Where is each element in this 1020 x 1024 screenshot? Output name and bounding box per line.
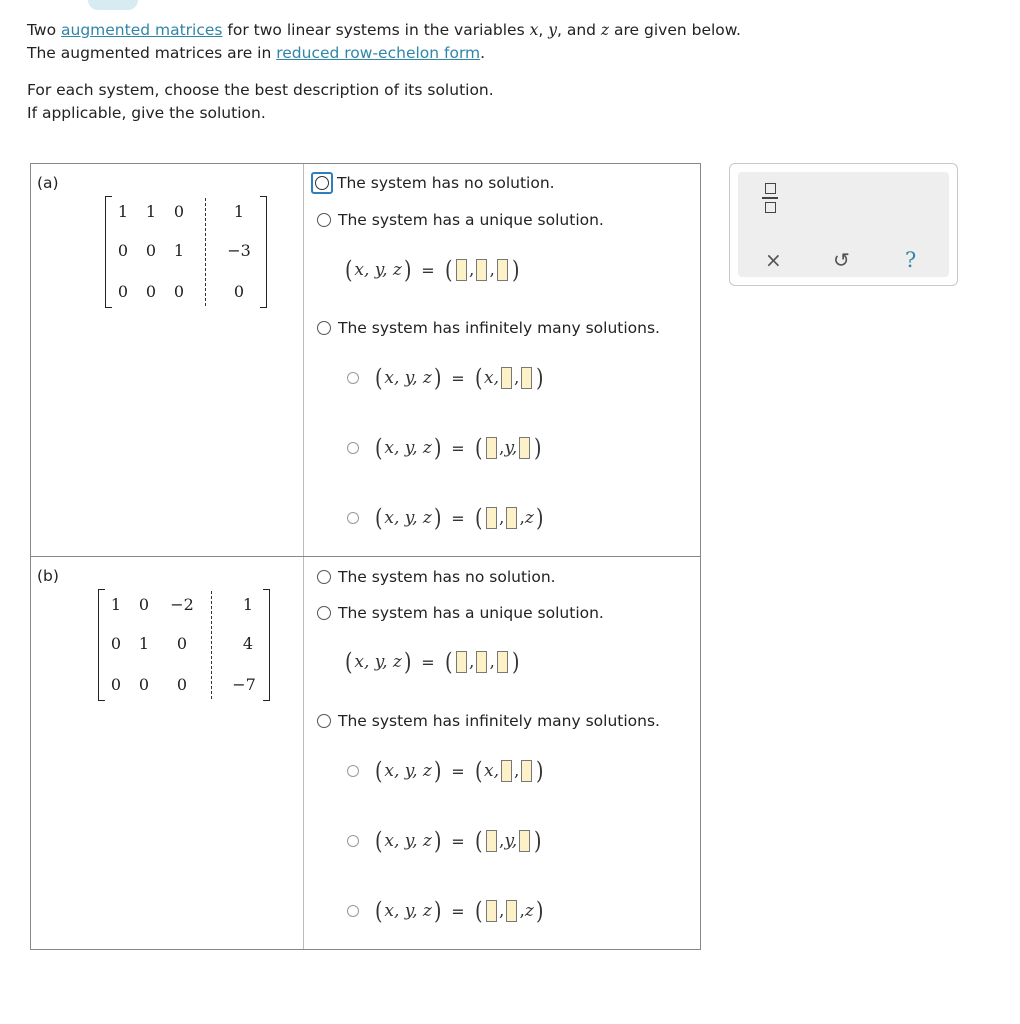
answer-box[interactable] — [501, 367, 512, 389]
part-a-unique-formula: ( x, y, z ) = ( , , ) — [344, 256, 520, 284]
matrix-cell: −7 — [232, 675, 256, 694]
radio-icon[interactable] — [317, 213, 331, 227]
part-a-matrix-cell — [31, 164, 304, 556]
answer-box[interactable] — [476, 651, 487, 673]
radio-icon[interactable] — [311, 172, 333, 194]
intro-line-1: Two augmented matrices for two linear systems in the variables x, y, and z are given below. — [27, 21, 741, 39]
matrix-cell: −3 — [227, 241, 251, 260]
matrix-cell: 0 — [110, 634, 122, 653]
intro-line-4: If applicable, give the solution. — [27, 104, 266, 122]
matrix-cell: 1 — [145, 202, 157, 221]
answer-box[interactable] — [506, 507, 517, 529]
part-b-unique-formula: ( x, y, z ) = ( , , ) — [344, 648, 520, 676]
part-b-label: (b) — [37, 567, 59, 585]
part-a-augmented-matrix — [105, 196, 267, 308]
matrix-cell: 1 — [233, 202, 245, 221]
matrix-cell: 0 — [173, 202, 185, 221]
matrix-cell: 0 — [138, 595, 150, 614]
part-b-option-no-solution[interactable]: The system has no solution. — [317, 568, 556, 586]
matrix-cell: 0 — [145, 282, 157, 301]
intro-line-3: For each system, choose the best description of its solution. — [27, 81, 494, 99]
part-a-option-no-solution[interactable]: The system has no solution. — [315, 172, 555, 194]
part-b-augmented-matrix — [98, 589, 270, 701]
answer-box[interactable] — [521, 367, 532, 389]
answer-box[interactable] — [501, 760, 512, 782]
radio-icon[interactable] — [317, 714, 331, 728]
part-a-option-infinite[interactable]: The system has infinitely many solutions. — [317, 319, 660, 337]
answer-box[interactable] — [497, 651, 508, 673]
radio-icon[interactable] — [347, 835, 359, 847]
matrix-cell: 0 — [110, 675, 122, 694]
part-a-infinite-formula-x[interactable]: ( x, y, z ) = ( x, , ) — [347, 366, 546, 390]
matrix-cell: 4 — [242, 634, 254, 653]
radio-icon[interactable] — [317, 570, 331, 584]
instructions — [27, 19, 741, 125]
answer-box[interactable] — [506, 900, 517, 922]
part-a-infinite-formula-z[interactable]: ( x, y, z ) = ( , , z ) — [347, 506, 545, 530]
reduced-row-echelon-link[interactable]: reduced row-echelon form — [276, 44, 481, 62]
matrix-cell: 0 — [176, 675, 188, 694]
part-b-infinite-formula-z[interactable]: ( x, y, z ) = ( , , z ) — [347, 899, 545, 923]
matrix-cell: 0 — [233, 282, 245, 301]
radio-icon[interactable] — [347, 372, 359, 384]
matrix-cell: −2 — [170, 595, 194, 614]
part-a-infinite-formula-y[interactable]: ( x, y, z ) = ( , y, ) — [347, 436, 544, 460]
matrix-cell: 0 — [138, 675, 150, 694]
math-tool-inner — [738, 172, 949, 277]
answer-box[interactable] — [519, 437, 530, 459]
answer-box[interactable] — [497, 259, 508, 281]
matrix-cell: 0 — [145, 241, 157, 260]
answer-box[interactable] — [519, 830, 530, 852]
answer-box[interactable] — [486, 437, 497, 459]
answer-box[interactable] — [476, 259, 487, 281]
fraction-icon[interactable] — [762, 180, 778, 216]
clear-button[interactable]: × — [765, 248, 782, 272]
part-b-option-unique[interactable]: The system has a unique solution. — [317, 604, 604, 622]
part-a-answers — [305, 164, 700, 556]
question-table — [30, 163, 701, 950]
part-a-label: (a) — [37, 174, 59, 192]
part-a-option-unique[interactable]: The system has a unique solution. — [317, 211, 604, 229]
part-b-row — [31, 557, 700, 949]
matrix-cell: 1 — [242, 595, 254, 614]
part-b-infinite-formula-y[interactable]: ( x, y, z ) = ( , y, ) — [347, 829, 544, 853]
answer-box[interactable] — [486, 900, 497, 922]
matrix-cell: 0 — [176, 634, 188, 653]
part-b-infinite-formula-x[interactable]: ( x, y, z ) = ( x, , ) — [347, 759, 546, 783]
answer-box[interactable] — [486, 507, 497, 529]
math-tool-panel — [729, 163, 958, 286]
matrix-cell: 0 — [117, 241, 129, 260]
radio-icon[interactable] — [317, 606, 331, 620]
part-a-row — [31, 164, 700, 557]
intro-line-2: The augmented matrices are in reduced row-echelon form. — [27, 44, 486, 62]
radio-icon[interactable] — [347, 765, 359, 777]
radio-icon[interactable] — [347, 905, 359, 917]
matrix-cell: 0 — [173, 282, 185, 301]
answer-box[interactable] — [456, 651, 467, 673]
matrix-cell: 1 — [117, 202, 129, 221]
undo-button[interactable]: ↺ — [833, 248, 850, 272]
matrix-cell: 1 — [138, 634, 150, 653]
matrix-cell: 1 — [173, 241, 185, 260]
answer-box[interactable] — [486, 830, 497, 852]
radio-icon[interactable] — [347, 512, 359, 524]
top-tab-nub — [88, 0, 138, 10]
augmented-matrices-link[interactable]: augmented matrices — [61, 21, 223, 39]
matrix-cell: 0 — [117, 282, 129, 301]
part-b-answers — [305, 557, 700, 949]
part-b-option-infinite[interactable]: The system has infinitely many solutions. — [317, 712, 660, 730]
radio-icon[interactable] — [347, 442, 359, 454]
answer-box[interactable] — [456, 259, 467, 281]
radio-icon[interactable] — [317, 321, 331, 335]
help-button[interactable]: ? — [905, 248, 917, 272]
answer-box[interactable] — [521, 760, 532, 782]
part-b-matrix-cell — [31, 557, 304, 949]
matrix-cell: 1 — [110, 595, 122, 614]
